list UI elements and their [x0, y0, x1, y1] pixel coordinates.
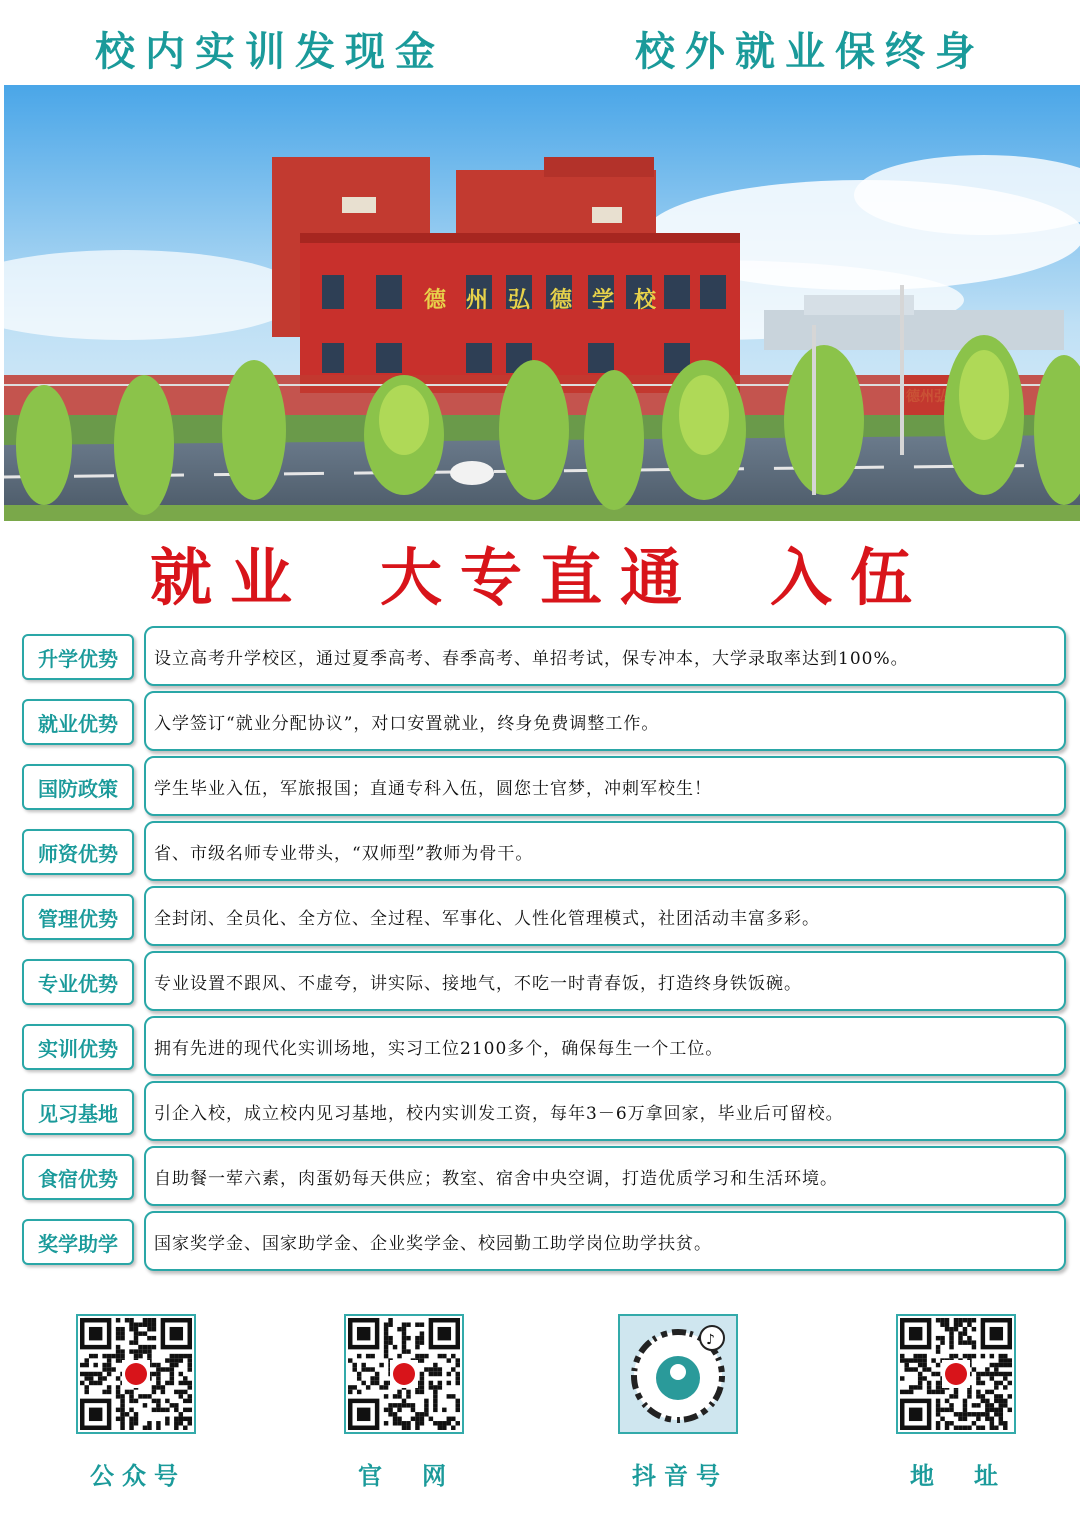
feature-text: 入学签订“就业分配协议”，对口安置就业，终身免费调整工作。: [144, 691, 1066, 751]
qr-code-icon[interactable]: [344, 1314, 464, 1434]
feature-row: [22, 1016, 1062, 1074]
feature-text: 专业设置不跟风、不虚夸，讲实际、接地气，不吃一时青春饭，打造终身铁饭碗。: [144, 951, 1066, 1011]
feature-label: 专业优势: [22, 959, 134, 1005]
feature-text: 自助餐一荤六素，肉蛋奶每天供应；教室、宿舍中央空调，打造优质学习和生活环境。: [144, 1146, 1066, 1206]
feature-label: 师资优势: [22, 829, 134, 875]
feature-row: [22, 1081, 1062, 1139]
feature-text: 学生毕业入伍，军旅报国；直通专科入伍，圆您士官梦，冲刺军校生！: [144, 756, 1066, 816]
qr-address[interactable]: [896, 1314, 1020, 1491]
qr-code-icon[interactable]: [76, 1314, 196, 1434]
feature-row: [22, 886, 1062, 944]
feature-text: 设立高考升学校区，通过夏季高考、春季高考、单招考试，保专冲本，大学录取率达到100%。: [144, 626, 1066, 686]
feature-label: 食宿优势: [22, 1154, 134, 1200]
feature-row: [22, 1146, 1062, 1204]
qr-caption: 抖音号: [632, 1461, 728, 1490]
feature-label: 升学优势: [22, 634, 134, 680]
qr-caption: 公众号: [90, 1461, 186, 1490]
qr-code-icon[interactable]: [896, 1314, 1016, 1434]
headline-part-1: 就业: [149, 540, 310, 614]
feature-text: 拥有先进的现代化实训场地，实习工位2100多个，确保每生一个工位。: [144, 1016, 1066, 1076]
slogan-right: 校外就业保终身: [635, 27, 985, 75]
qr-website[interactable]: [344, 1314, 468, 1491]
feature-row: [22, 626, 1062, 684]
feature-label: 管理优势: [22, 894, 134, 940]
qr-caption: 地 址: [910, 1461, 1006, 1490]
feature-row: [22, 756, 1062, 814]
top-slogan: [0, 18, 1080, 78]
feature-label: 奖学助学: [22, 1219, 134, 1265]
feature-label: 见习基地: [22, 1089, 134, 1135]
feature-row: [22, 821, 1062, 879]
school-building-illustration: [4, 85, 1080, 521]
feature-text: 引企入校，成立校内见习基地，校内实训发工资，每年3－6万拿回家，毕业后可留校。: [144, 1081, 1066, 1141]
feature-text: 全封闭、全员化、全方位、全过程、军事化、人性化管理模式，社团活动丰富多彩。: [144, 886, 1066, 946]
feature-text: 国家奖学金、国家助学金、企业奖学金、校园勤工助学岗位助学扶贫。: [144, 1211, 1066, 1271]
feature-text: 省、市级名师专业带头，“双师型”教师为骨干。: [144, 821, 1066, 881]
feature-list: [22, 626, 1062, 1276]
feature-label: 就业优势: [22, 699, 134, 745]
qr-douyin[interactable]: [618, 1314, 742, 1491]
qr-caption: 官 网: [358, 1461, 454, 1490]
headline: [0, 532, 1080, 612]
qr-wechat[interactable]: [76, 1314, 200, 1491]
feature-label: 国防政策: [22, 764, 134, 810]
school-photo: [4, 85, 1080, 521]
feature-row: [22, 951, 1062, 1009]
feature-row: [22, 1211, 1062, 1269]
feature-row: [22, 691, 1062, 749]
headline-part-2: 大专直通: [379, 540, 700, 614]
feature-label: 实训优势: [22, 1024, 134, 1070]
headline-part-3: 入伍: [770, 540, 931, 614]
svg-text:♪: ♪: [706, 1332, 715, 1348]
douyin-code-art: [620, 1316, 736, 1432]
building-sign: 德州弘德学校: [424, 287, 677, 313]
douyin-code-icon[interactable]: [618, 1314, 738, 1434]
slogan-left: 校内实训发现金: [95, 27, 445, 75]
